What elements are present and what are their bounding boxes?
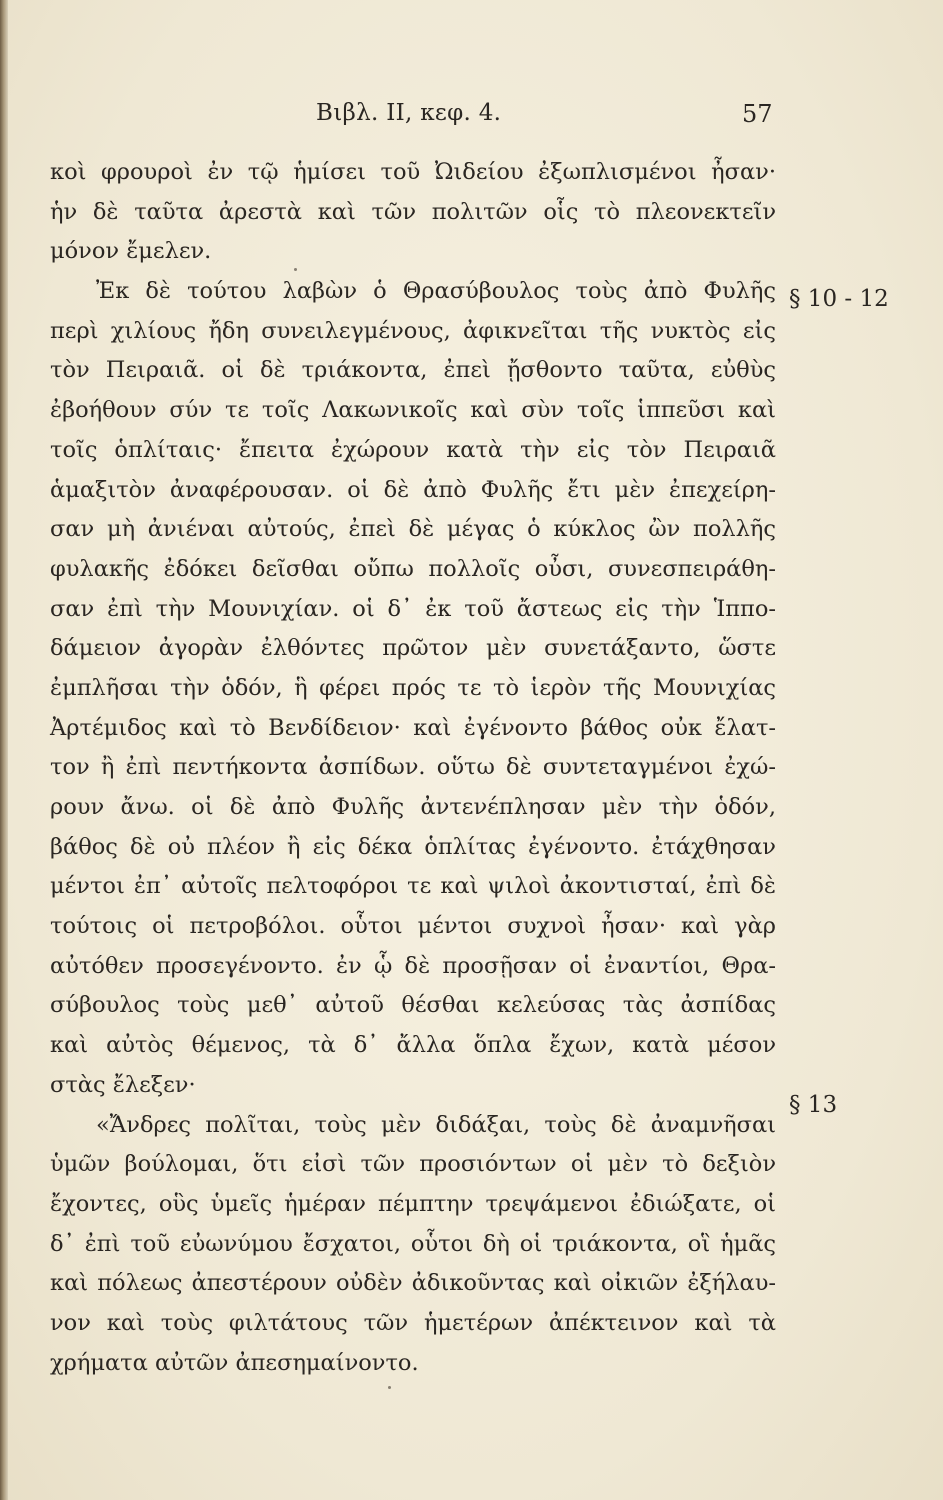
text-line: δ᾽ ἐπὶ τοῦ εὐωνύμου ἔσχατοι, οὗτοι δὴ οἱ τριάκοντα, οἳ ἡμᾶς <box>50 1230 776 1257</box>
text-line: στὰς ἔλεξεν· <box>50 1071 196 1098</box>
text-line: καὶ αὐτὸς θέμενος, τὰ δ᾽ ἄλλα ὅπλα ἔχων, κατὰ μέσον <box>50 1032 776 1059</box>
text-line: ὑμῶν βούλομαι, ὅτι εἰσὶ τῶν προσιόντων οἱ μὲν τὸ δεξιὸν <box>50 1151 776 1178</box>
page-spine-edge <box>0 0 8 1500</box>
text-line: σύβουλος τοὺς μεθ᾽ αὐτοῦ θέσθαι κελεύσας τὰς ἀσπίδας <box>50 992 776 1019</box>
text-line: ἐβοήθουν σύν τε τοῖς Λακωνικοῖς καὶ σὺν τοῖς ἱππεῦσι καὶ <box>50 397 776 424</box>
text-line: σαν ἐπὶ τὴν Μουνιχίαν. οἱ δ᾽ ἐκ τοῦ ἄστεως εἰς τὴν Ἱππο- <box>50 595 776 622</box>
text-line: Ἀρτέμιδος καὶ τὸ Βενδίδειον· καὶ ἐγένοντο βάθος οὐκ ἔλατ- <box>50 714 776 741</box>
text-line: ρουν ἄνω. οἱ δὲ ἀπὸ Φυλῆς ἀντενέπλησαν μὲν τὴν ὁδόν, <box>50 794 776 820</box>
text-line: φυλακῆς ἐδόκει δεῖσθαι οὔπω πολλοῖς οὖσι, συνεσπειράθη- <box>50 555 776 582</box>
text-line: μόνον ἔμελεν. <box>50 238 212 265</box>
text-line: καὶ πόλεως ἀπεστέρουν οὐδὲν ἀδικοῦντας καὶ οἰκιῶν ἐξήλαυ- <box>50 1270 776 1297</box>
page-number: 57 <box>742 100 773 128</box>
text-line: μέντοι ἐπ᾽ αὐτοῖς πελτοφόροι τε καὶ ψιλοὶ ἀκοντισταί, ἐπὶ δὲ <box>50 873 776 900</box>
text-line: κοὶ φρουροὶ ἐν τῷ ἡμίσει τοῦ Ὠιδείου ἐξωπλισμένοι ἦσαν· <box>50 159 776 185</box>
margin-section-note: § 10 - 12 <box>789 286 889 312</box>
text-line: Ἐκ δὲ τούτου λαβὼν ὁ Θρασύβουλος τοὺς ἀπὸ Φυλῆς <box>96 278 776 305</box>
paper-speck <box>388 1386 391 1389</box>
running-title: Βιβλ. II, κεφ. 4. <box>316 100 502 126</box>
text-line: τοῖς ὁπλίταις· ἔπειτα ἐχώρουν κατὰ τὴν εἰς τὸν Πειραιᾶ <box>50 436 776 463</box>
text-line: ἁμαξιτὸν ἀναφέρουσαν. οἱ δὲ ἀπὸ Φυλῆς ἔτι μὲν ἐπεχείρη- <box>50 476 776 503</box>
text-line: βάθος δὲ οὐ πλέον ἢ εἰς δέκα ὁπλίτας ἐγένοντο. ἐτάχθησαν <box>50 833 776 860</box>
running-header <box>0 100 943 136</box>
body-text <box>50 153 776 1383</box>
text-line: τούτοις οἱ πετροβόλοι. οὗτοι μέντοι συχνοὶ ἦσαν· καὶ γὰρ <box>50 913 776 940</box>
text-line: ἔχοντες, οὓς ὑμεῖς ἡμέραν πέμπτην τρεψάμενοι ἐδιώξατε, οἱ <box>50 1190 776 1217</box>
paper-speck <box>294 268 297 271</box>
text-line: τὸν Πειραιᾶ. οἱ δὲ τριάκοντα, ἐπεὶ ᾔσθοντο ταῦτα, εὐθὺς <box>50 357 776 384</box>
margin-section-note: § 13 <box>789 1092 838 1118</box>
text-line: δάμειον ἀγορὰν ἐλθόντες πρῶτον μὲν συνετάξαντο, ὥστε <box>50 635 776 662</box>
text-line: αὐτόθεν προσεγένοντο. ἐν ᾧ δὲ προσῇσαν οἱ ἐναντίοι, Θρα- <box>50 952 776 979</box>
text-line: νον καὶ τοὺς φιλτάτους τῶν ἡμετέρων ἀπέκτεινον καὶ τὰ <box>50 1309 776 1336</box>
text-line: σαν μὴ ἀνιέναι αὐτούς, ἐπεὶ δὲ μέγας ὁ κύκλος ὢν πολλῆς <box>50 516 776 543</box>
text-line: χρήματα αὐτῶν ἀπεσημαίνοντο. <box>50 1349 419 1376</box>
text-line: ἡν δὲ ταῦτα ἀρεστὰ καὶ τῶν πολιτῶν οἷς τὸ πλεονεκτεῖν <box>50 198 776 225</box>
text-line: «Ἄνδρες πολῖται, τοὺς μὲν διδάξαι, τοὺς δὲ ἀναμνῆσαι <box>96 1111 776 1138</box>
text-line: ἐμπλῆσαι τὴν ὁδόν, ἣ φέρει πρός τε τὸ ἱερὸν τῆς Μουνιχίας <box>50 674 776 701</box>
text-line: τον ἢ ἐπὶ πεντήκοντα ἀσπίδων. οὕτω δὲ συντεταγμένοι ἐχώ- <box>50 754 776 781</box>
text-line: περὶ χιλίους ἤδη συνειλεγμένους, ἀφικνεῖται τῆς νυκτὸς εἰς <box>50 317 776 344</box>
